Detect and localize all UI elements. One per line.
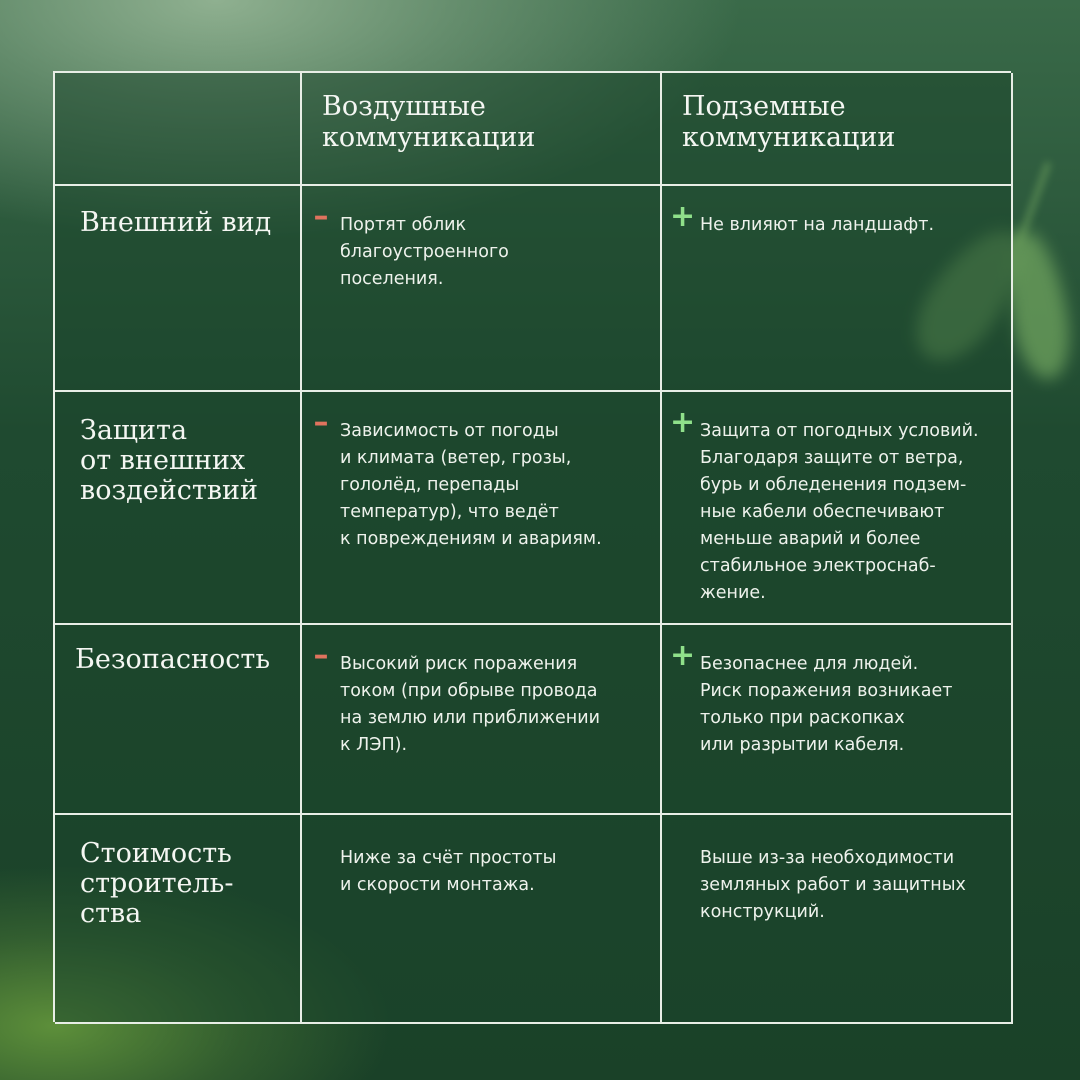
underground-text-safety: Безопаснее для людей. Риск поражения возникает только при раскопках или разрытии кабеля.	[700, 654, 953, 755]
header-underground-cell	[662, 73, 1013, 186]
underground-text-cost: Выше из-за необходимости земляных работ и защитных конструкций.	[700, 848, 966, 922]
air-text-protection: Зависимость от погоды и климата (ветер, грозы, гололёд, перепады температур), что ведёт к повреждениям и авариям.	[340, 421, 602, 549]
minus-icon: –	[313, 199, 329, 234]
plus-icon: +	[670, 638, 696, 673]
row-label-cell	[55, 625, 302, 815]
row-label-cell	[55, 186, 302, 392]
underground-text-appearance: Не влияют на ландшафт.	[700, 215, 935, 235]
air-cell-cost	[302, 815, 662, 1024]
plus-icon: +	[670, 199, 696, 234]
underground-text-protection: Защита от погодных условий. Благодаря защите от ветра, бурь и обледенения подзем- ные кабели обеспечивают меньше аварий и более стабильное электроснаб- жение.	[700, 421, 979, 603]
row-label-appearance: Внешний вид	[80, 207, 272, 238]
row-label-protection: Защита от внешних воздействий	[80, 415, 259, 506]
row-label-cell	[55, 392, 302, 625]
row-label-cost: Стоимость строитель- ства	[80, 838, 234, 929]
underground-cell-safety	[662, 625, 1013, 815]
minus-icon: –	[313, 405, 329, 440]
air-text-safety: Высокий риск поражения током (при обрыве провода на землю или приближении к ЛЭП).	[340, 654, 600, 755]
air-cell-appearance	[302, 186, 662, 392]
header-corner-cell	[55, 73, 302, 186]
row-label-cell	[55, 815, 302, 1024]
air-cell-protection	[302, 392, 662, 625]
underground-cell-protection	[662, 392, 1013, 625]
air-text-cost: Ниже за счёт простоты и скорости монтажа.	[340, 848, 557, 895]
underground-cell-cost	[662, 815, 1013, 1024]
header-air-cell	[302, 73, 662, 186]
comparison-table	[53, 71, 1011, 1022]
header-underground-label: Подземные коммуникации	[682, 91, 896, 153]
header-air-label: Воздушные коммуникации	[322, 91, 536, 153]
plus-icon: +	[670, 405, 696, 440]
air-text-appearance: Портят облик благоустроенного поселения.	[340, 215, 509, 289]
minus-icon: –	[313, 638, 329, 673]
row-label-safety: Безопасность	[75, 644, 271, 675]
underground-cell-appearance	[662, 186, 1013, 392]
air-cell-safety	[302, 625, 662, 815]
